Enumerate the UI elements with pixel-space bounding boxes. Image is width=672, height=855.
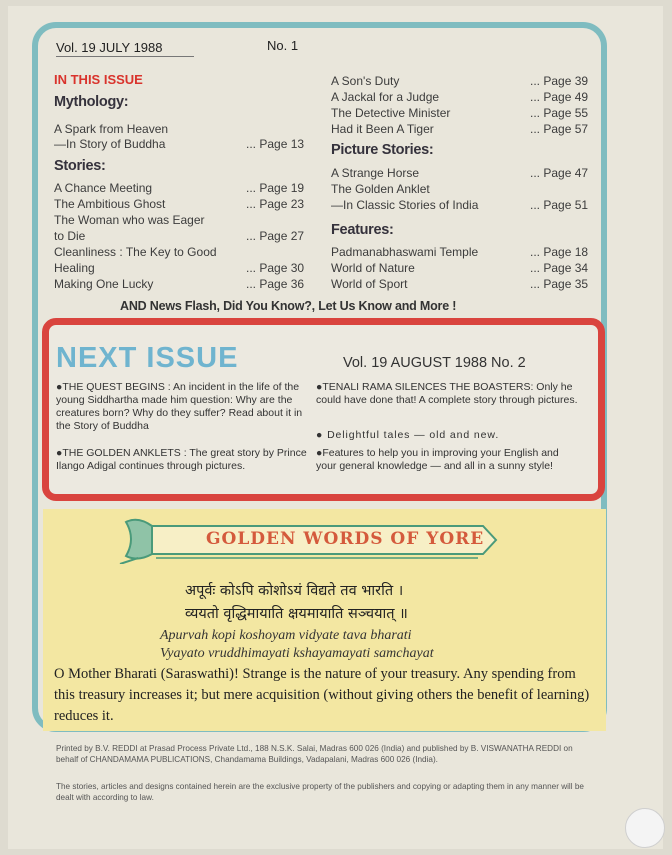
toc-page: ... Page 36 (246, 277, 305, 291)
stories-heading: Stories: (54, 158, 106, 174)
toc-page: ... Page 39 (530, 74, 589, 88)
toc-title: A Jackal for a Judge (331, 90, 440, 104)
watermark-logo-icon (625, 808, 665, 848)
next-issue-item: ● Delightful tales — old and new. (316, 429, 500, 441)
toc-page: ... Page 47 (530, 166, 589, 180)
transliteration-line: Apurvah kopi koshoyam vidyate tava bharati (160, 628, 412, 643)
mythology-heading: Mythology: (54, 94, 129, 110)
toc-title: The Detective Minister (331, 106, 451, 120)
issue-number: No. 1 (267, 38, 299, 53)
toc-title: The Woman who was Eager (54, 213, 205, 227)
toc-title: Had it Been A Tiger (331, 122, 434, 136)
next-issue-item: ●THE GOLDEN ANKLETS : The great story by Prince Ilango Adigal continues through pictures. (56, 447, 307, 472)
picture-stories-heading: Picture Stories: (331, 142, 434, 158)
toc-page: ... Page 27 (246, 229, 305, 243)
copyright-notice: The stories, articles and designs contained herein are the exclusive property of the publishers and copying or adapting them in any manner will be dealt with according to law. (56, 782, 584, 803)
golden-words-title: GOLDEN WORDS OF YORE (206, 529, 485, 549)
toc-title: World of Nature (331, 261, 415, 275)
toc-title: Healing (54, 261, 95, 275)
transliteration-line: Vyayato vruddhimayati kshayamayati samchayat (160, 646, 434, 661)
next-issue-item: ●TENALI RAMA SILENCES THE BOASTERS: Only he could have done that! A complete story through pictures. (316, 381, 578, 406)
toc-title: —In Story of Buddha (54, 137, 166, 151)
toc-page: ... Page 57 (530, 122, 589, 136)
toc-page: ... Page 51 (530, 198, 589, 212)
header-underline (56, 56, 194, 57)
toc-title: World of Sport (331, 277, 408, 291)
next-issue-title: NEXT ISSUE (56, 342, 239, 374)
in-this-issue-heading: IN THIS ISSUE (54, 72, 143, 87)
next-issue-item: ●Features to help you in improving your English and your general knowledge — and all in a sunny style! (316, 447, 559, 472)
toc-page: ... Page 19 (246, 181, 305, 195)
toc-page: ... Page 18 (530, 245, 589, 259)
toc-title: A Son's Duty (331, 74, 400, 88)
toc-title: The Ambitious Ghost (54, 197, 166, 211)
verse-meaning: O Mother Bharati (Saraswathi)! Strange is the nature of your treasury. Any spending from this treasury increases it; but mere acquisition (without giving others the benefit of learning) reduces it. (54, 666, 590, 724)
toc-title: A Strange Horse (331, 166, 420, 180)
toc-title: —In Classic Stories of India (331, 198, 479, 212)
sanskrit-verse-line: अपूर्वः कोऽपि कोशोऽयं विद्यते तव भारति । (185, 583, 404, 599)
features-heading: Features: (331, 222, 394, 238)
toc-title: Making One Lucky (54, 277, 154, 291)
toc-title: Padmanabhaswami Temple (331, 245, 479, 259)
sanskrit-verse-line: व्ययतो वृद्धिमायाति क्षयमायाति सञ्चयात् ॥ (185, 606, 408, 622)
toc-page: ... Page 35 (530, 277, 589, 291)
toc-page: ... Page 30 (246, 261, 305, 275)
toc-title: The Golden Anklet (331, 182, 430, 196)
toc-page: ... Page 55 (530, 106, 589, 120)
toc-page: ... Page 34 (530, 261, 589, 275)
more-line: AND News Flash, Did You Know?, Let Us Know and More ! (120, 299, 457, 313)
toc-title: Cleanliness : The Key to Good (54, 245, 217, 259)
next-issue-volume: Vol. 19 AUGUST 1988 No. 2 (343, 355, 526, 371)
volume-date: Vol. 19 JULY 1988 (56, 40, 163, 55)
toc-page: ... Page 13 (246, 137, 305, 151)
toc-page: ... Page 23 (246, 197, 305, 211)
toc-title: A Spark from Heaven (54, 122, 169, 136)
toc-title: A Chance Meeting (54, 181, 153, 195)
printer-credit: Printed by B.V. REDDI at Prasad Process Private Ltd., 188 N.S.K. Salai, Madras 600 026 (India) and published by B. VISWANATHA REDDI on behalf of CHANDAMAMA PUBLICATIONS, Chandamama Buildings, Vadapalani, Madras 600 026 (India). (56, 744, 573, 765)
toc-page: ... Page 49 (530, 90, 589, 104)
toc-title: to Die (54, 229, 86, 243)
next-issue-item: ●THE QUEST BEGINS : An incident in the life of the young Siddhartha made him question: Why are the creatures born? Why do they suffer? Read about it in the Story of Buddha (56, 381, 303, 432)
